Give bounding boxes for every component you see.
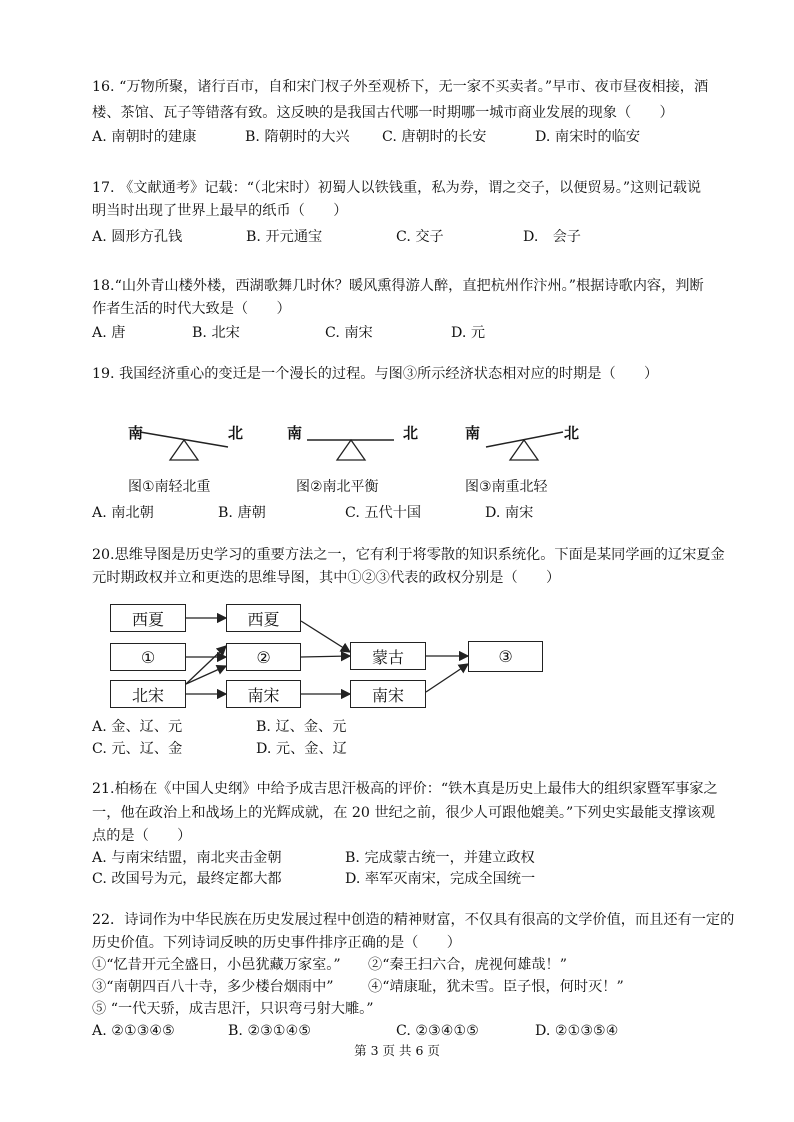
map-box-blank-3: ③ <box>468 641 543 672</box>
q21-stem-line3: 点的是（ ） <box>92 828 192 844</box>
q18-option-a: A. 唐 <box>92 325 126 341</box>
map-box-nansong-2: 南宋 <box>350 680 426 708</box>
map-box-xixia-1: 西夏 <box>110 604 186 632</box>
q16-option-b: B. 隋朝时的大兴 <box>245 129 350 145</box>
q22-option-d: D. ②①③⑤④ <box>535 1023 619 1039</box>
q20-option-c: C. 元、辽、金 <box>92 741 183 757</box>
q16-option-a: A. 南朝时的建康 <box>92 129 197 145</box>
map-box-blank-1: ① <box>110 643 186 671</box>
q16-stem-line1: 16. “万物所聚，诸行百市，自和宋门杈子外至观桥下，无一家不买卖者。”早市、夜市昼夜相接，酒 <box>92 79 709 95</box>
q18-option-b: B. 北宋 <box>192 325 240 341</box>
fig3-south-label: 南 <box>465 424 481 442</box>
page-footer: 第 3 页 共 6 页 <box>354 1043 440 1058</box>
fig2-caption: 图②南北平衡 <box>296 479 379 495</box>
q18-stem-line1: 18.“山外青山楼外楼，西湖歌舞几时休？暖风熏得游人醉，直把杭州作汴州。”根据诗歌内容，判断 <box>92 278 704 294</box>
map-box-blank-2: ② <box>226 643 301 671</box>
fig2-south-label: 南 <box>287 424 303 442</box>
q22-stem-line2: 历史价值。下列诗词反映的历史事件排序正确的是（ ） <box>92 935 461 951</box>
q19-option-d: D. 南宋 <box>485 505 534 521</box>
q19-stem: 19. 我国经济重心的变迁是一个漫长的过程。与图③所示经济状态相对应的时期是（ ） <box>92 366 659 382</box>
q20-option-d: D. 元、金、辽 <box>256 741 347 757</box>
fig3-north-label: 北 <box>564 424 580 442</box>
q18-stem-line2: 作者生活的时代大致是（ ） <box>92 301 291 317</box>
map-box-beisong: 北宋 <box>110 680 186 708</box>
q16-option-c: C. 唐朝时的长安 <box>382 129 487 145</box>
q16-stem-line2: 楼、茶馆、瓦子等错落有致。这反映的是我国古代哪一时期哪一城市商业发展的现象（ ） <box>92 105 674 121</box>
q21-option-b: B. 完成蒙古统一，并建立政权 <box>345 850 535 866</box>
fig1-south-label: 南 <box>128 424 144 442</box>
q18-option-c: C. 南宋 <box>325 325 373 341</box>
q17-stem-line1: 17. 《文献通考》记载：“（北宋时）初蜀人以铁钱重，私为券，谓之交子，以便贸易。”这则记载说 <box>92 180 702 196</box>
q17-option-d: D. 会子 <box>523 229 581 245</box>
q20-option-b: B. 辽、金、元 <box>256 719 347 735</box>
q21-option-c: C. 改国号为元，最终定都大都 <box>92 871 282 887</box>
q22-item-2: ②“秦王扫六合，虎视何雄哉！” <box>368 957 567 973</box>
q22-item-1: ①“忆昔开元全盛日，小邑犹藏万家室。” <box>92 957 341 973</box>
q22-option-c: C. ②③④①⑤ <box>396 1023 479 1039</box>
map-box-xixia-2: 西夏 <box>226 604 301 632</box>
map-box-nansong-1: 南宋 <box>226 680 301 708</box>
q19-option-b: B. 唐朝 <box>218 505 266 521</box>
q21-stem-line2: 一，他在政治上和战场上的光辉成就，在 20 世纪之前，很少人可跟他媲美。”下列史实最能支撑该观 <box>92 805 716 821</box>
q22-option-a: A. ②①③④⑤ <box>92 1023 175 1039</box>
q19-option-c: C. 五代十国 <box>345 505 422 521</box>
q22-stem-line1: 22．诗词作为中华民族在历史发展过程中创造的精神财富，不仅具有很高的文学价值，而且还有一定的 <box>92 912 735 928</box>
q16-option-d: D. 南宋时的临安 <box>535 129 641 145</box>
q22-item-5: ⑤ “一代天骄，成吉思汗，只识弯弓射大雕。” <box>92 1001 374 1017</box>
q21-stem-line1: 21.柏杨在《中国人史纲》中给予成吉思汗极高的评价：“铁木真是历史上最伟大的组织家暨军事家之 <box>92 781 718 797</box>
q20-stem-line1: 20.思维导图是历史学习的重要方法之一，它有利于将零散的知识系统化。下面是某同学画的辽宋夏金 <box>92 547 725 563</box>
q22-item-4: ④“靖康耻，犹未雪。臣子恨，何时灭！” <box>368 979 624 995</box>
q21-option-d: D. 率军灭南宋，完成全国统一 <box>345 871 536 887</box>
q17-option-a: A. 圆形方孔钱 <box>92 229 183 245</box>
fig2-north-label: 北 <box>403 424 419 442</box>
q20-option-a: A. 金、辽、元 <box>92 719 183 735</box>
q17-option-c: C. 交子 <box>396 229 444 245</box>
fig1-north-label: 北 <box>228 424 244 442</box>
fig3-caption: 图③南重北轻 <box>465 479 548 495</box>
q21-option-a: A. 与南宋结盟，南北夹击金朝 <box>92 850 282 866</box>
q18-option-d: D. 元 <box>451 325 486 341</box>
map-box-menggu: 蒙古 <box>350 642 426 670</box>
q17-option-b: B. 开元通宝 <box>246 229 323 245</box>
fig1-caption: 图①南轻北重 <box>128 479 211 495</box>
q22-option-b: B. ②③①④⑤ <box>228 1023 312 1039</box>
q17-stem-line2: 明当时出现了世界上最早的纸币（ ） <box>92 203 348 219</box>
q20-stem-line2: 元时期政权并立和更迭的思维导图，其中①②③代表的政权分别是（ ） <box>92 570 561 586</box>
q22-item-3: ③“南朝四百八十寺，多少楼台烟雨中” <box>92 979 334 995</box>
q19-option-a: A. 南北朝 <box>92 505 154 521</box>
